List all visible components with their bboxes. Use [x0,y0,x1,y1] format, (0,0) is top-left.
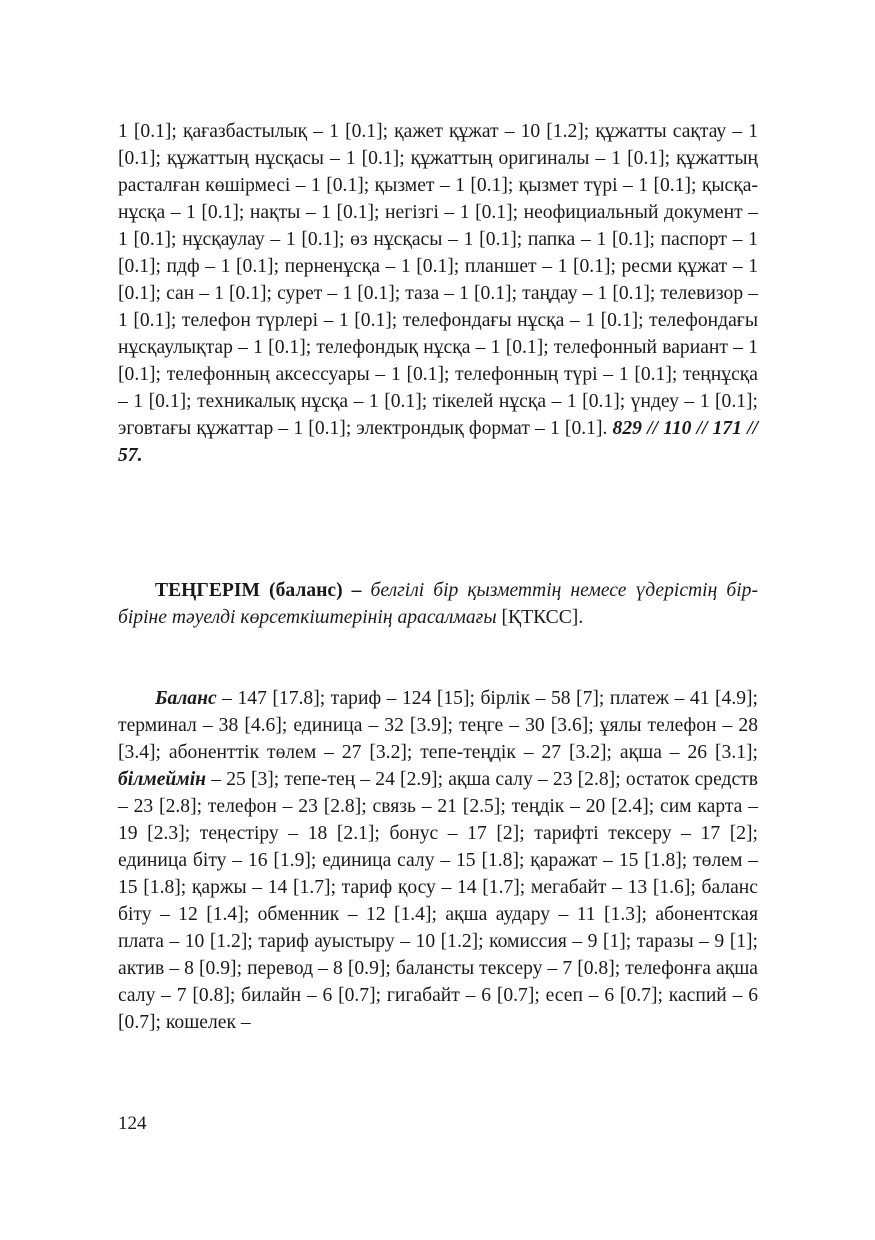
entry-definition: белгілі бір қызметтің немесе үдерістің бір-біріне тәуелді көрсеткіштерінің арасалмағы [118,580,758,628]
page-number: 124 [118,1113,147,1134]
response-list-text: 1 [0.1]; қағазбастылық – 1 [0.1]; қажет құжат – 10 [1.2]; құжатты сақтау – 1 [0.1]; құжаттың нұсқасы – 1 [0.1]; құжаттың оригиналы – 1 [0.1]; құжаттың расталған көшірмесі – 1 [0.1]; қызмет – 1 [0.1]; қызмет түрі – 1 [0.1]; қысқа-нұсқа – 1 [0.1]; нақты – 1 [0.1]; негізгі – 1 [0.1]; неофициальный документ – 1 [0.1]; нұсқаулау – 1 [0.1]; өз нұсқасы – 1 [0.1]; папка – 1 [0.1]; паспорт – 1 [0.1]; пдф – 1 [0.1]; перненұсқа – 1 [0.1]; планшет – 1 [0.1]; ресми құжат – 1 [0.1]; сан – 1 [0.1]; сурет – 1 [0.1]; таза – 1 [0.1]; таңдау – 1 [0.1]; телевизор – 1 [0.1]; телефон түрлері – 1 [0.1]; телефондағы нұсқа – 1 [0.1]; телефондағы нұсқаулықтар – 1 [0.1]; телефондық нұсқа – 1 [0.1]; телефонный вариант – 1 [0.1]; телефонның аксессуары – 1 [0.1]; телефонның түрі – 1 [0.1]; теңнұсқа – 1 [0.1]; техникалық нұсқа – 1 [0.1]; тікелей нұсқа – 1 [0.1]; үндеу – 1 [0.1]; эговтағы құжаттар – 1 [0.1]; электрондық формат – 1 [0.1]. [118,121,758,439]
dont-know-response: білмеймін [118,769,207,790]
response-list-part-2: – 25 [3]; тепе-тең – 24 [2.9]; ақша салу – 23 [2.8]; остаток средств – 23 [2.8]; телефон – 23 [2.8]; связь – 21 [2.5]; теңдік – 20 [2.4]; сим карта – 19 [2.3]; теңестіру – 18 [2.1]; бонус – 17 [2]; тарифті тексеру – 17 [2]; единица біту – 16 [1.9]; единица салу – 15 [1.8]; қаражат – 15 [1.8]; төлем – 15 [1.8]; қаржы – 14 [1.7]; тариф қосу – 14 [1.7]; мегабайт – 13 [1.6]; баланс біту – 12 [1.4]; обменник – 12 [1.4]; ақша аудару – 11 [1.3]; абонентская плата – 10 [1.2]; тариф ауыстыру – 10 [1.2]; комиссия – 9 [1]; таразы – 9 [1]; актив – 8 [0.9]; перевод – 8 [0.9]; балансты тексеру – 7 [0.8]; телефонға ақша салу – 7 [0.8]; билайн – 6 [0.7]; гигабайт – 6 [0.7]; есеп – 6 [0.7]; каспий – 6 [0.7]; кошелек – [118,769,758,1033]
response-list-part-1: – 147 [17.8]; тариф – 124 [15]; бірлік – 58 [7]; платеж – 41 [4.9]; терминал – 38 [4.6]; единица – 32 [3.9]; теңге – 30 [3.6]; ұялы телефон – 28 [3.4]; абоненттік төлем – 27 [3.2]; тепе-теңдік – 27 [3.2]; ақша – 26 [3.1]; [118,688,758,763]
entry-source: [ҚТКСС]. [501,607,584,628]
frequency-stats: 829 // 110 // 171 // 57. [118,418,759,466]
dictionary-entry-heading [118,577,758,631]
paragraph-continued-list [118,118,758,469]
response-list-paragraph [118,685,758,1036]
lead-response: Баланс [155,688,217,709]
entry-headword: ТЕҢГЕРІМ (баланс) – [155,580,362,601]
